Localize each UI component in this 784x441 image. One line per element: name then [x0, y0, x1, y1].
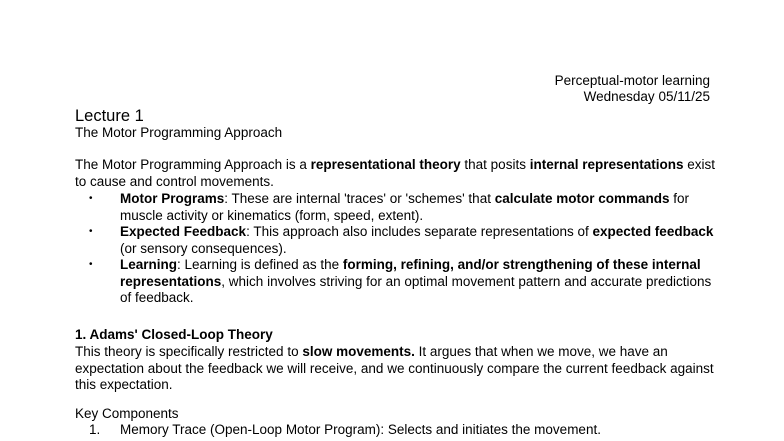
bullet-text: : This approach also includes separate representations of: [246, 224, 593, 239]
bullet-list: [75, 191, 715, 307]
key-components-list: [75, 422, 715, 438]
bullet-label: Expected Feedback: [120, 224, 247, 239]
lecture-subtitle: The Motor Programming Approach: [75, 125, 283, 140]
bullet-text: : These are internal 'traces' or 'schemes' that: [224, 191, 495, 206]
item-number: 1.: [89, 422, 101, 437]
bullet-bold: forming, refining, and/or strengthening of these internal representations: [120, 257, 701, 289]
lecture-date: Wednesday 05/11/25: [583, 89, 710, 104]
bullet-text: (or sensory consequences).: [120, 240, 287, 256]
section-bold-1: slow movements.: [302, 344, 415, 359]
intro-text-3: exist to cause and control movements.: [75, 157, 716, 189]
course-name: Perceptual-motor learning: [554, 73, 710, 88]
section-text-2: It argues that when we move, we have an expectation about the feedback we will receive, and we continuously compare the current feedback against this expectation.: [75, 344, 714, 392]
lecture-title: Lecture 1: [75, 107, 144, 125]
bullet-label: Learning: [120, 257, 178, 272]
section-paragraph: [75, 344, 715, 394]
item-text: Memory Trace (Open-Loop Motor Program): Selects and initiates the movement.: [120, 422, 601, 437]
intro-text-1: The Motor Programming Approach is a: [75, 157, 311, 172]
key-components-heading: Key Components: [75, 406, 179, 421]
bullet-marker: •: [89, 193, 93, 204]
list-item: [75, 191, 715, 224]
bullet-bold: calculate motor commands: [494, 191, 670, 206]
bullet-label: Motor Programs: [120, 191, 225, 206]
bullet-marker: •: [89, 226, 93, 237]
bullet-marker: •: [89, 259, 93, 270]
section-heading: 1. Adams' Closed-Loop Theory: [75, 327, 273, 342]
list-item: [75, 422, 715, 438]
list-item: [75, 224, 715, 257]
bullet-text: , which involves striving for an optimal movement pattern and accurate predictions of feedback.: [120, 273, 712, 305]
section-text-1: This theory is specifically restricted to: [75, 344, 303, 359]
bullet-text: : Learning is defined as the: [177, 257, 343, 272]
intro-text-2: that posits: [460, 157, 530, 172]
intro-paragraph: [75, 157, 715, 190]
intro-bold-1: representational theory: [310, 157, 461, 172]
list-item: [75, 257, 715, 307]
bullet-bold: expected feedback: [592, 224, 714, 239]
page-header: [555, 73, 710, 105]
intro-bold-2: internal representations: [529, 157, 684, 172]
bullet-text: for muscle activity or kinematics (form, speed, extent).: [120, 191, 690, 223]
